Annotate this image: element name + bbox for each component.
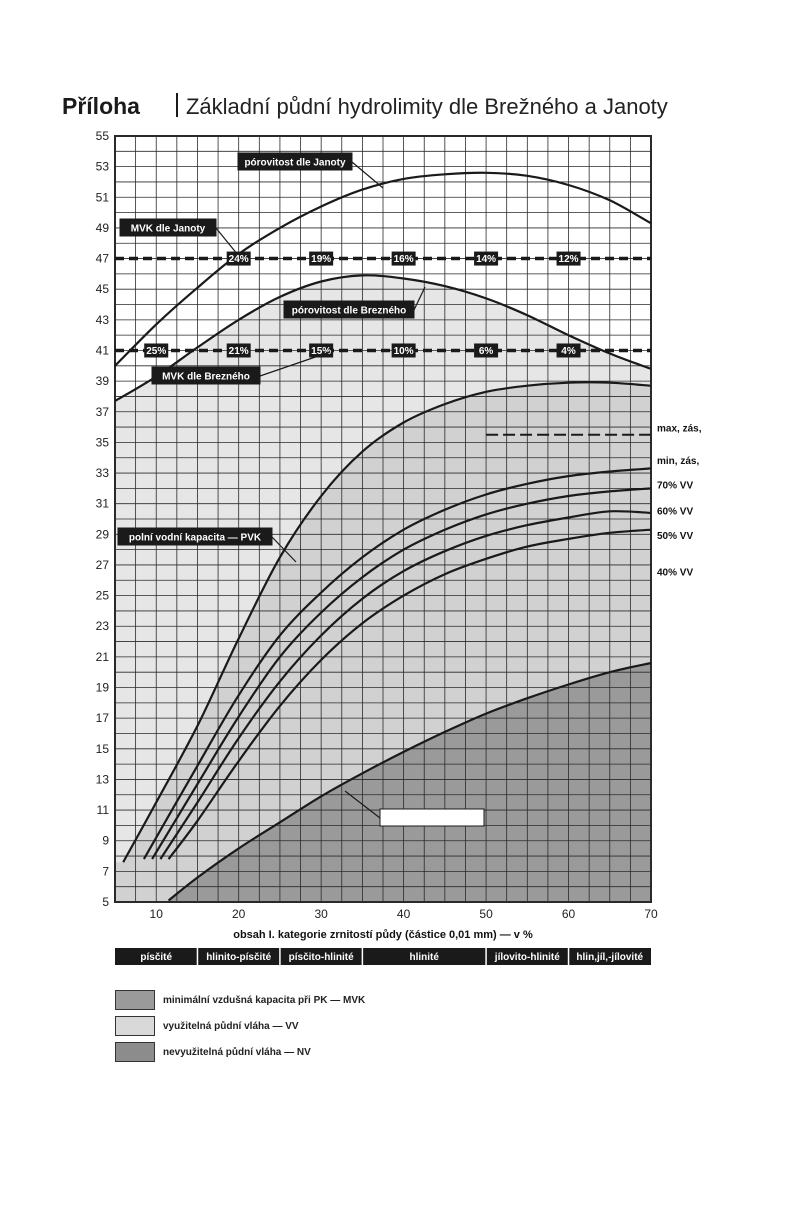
x-tick-label: 40	[396, 907, 411, 921]
legend-item	[115, 990, 365, 1010]
page-title: Základní půdní hydrolimity dle Brežného a Janoty	[185, 94, 668, 119]
y-tick-label: 23	[95, 619, 109, 634]
legend-swatch-vv	[115, 1016, 155, 1036]
y-tick-label: 27	[95, 557, 109, 572]
side-label: 40% VV	[657, 567, 694, 579]
y-tick-label: 29	[95, 527, 109, 542]
x-tick-label: 50	[479, 907, 493, 921]
x-tick-label: 60	[561, 907, 576, 921]
side-label: 60% VV	[657, 506, 694, 518]
y-tick-label: 9	[102, 833, 109, 848]
y-tick-label: 7	[102, 864, 109, 879]
x-tick-label: 20	[232, 907, 246, 921]
x-tick-label: 70	[644, 907, 658, 921]
callout-label: bod vadnutí — BV	[388, 813, 476, 825]
soil-category-label: hlinito-písčité	[206, 952, 272, 963]
soil-category-label: hlinité	[409, 952, 439, 963]
legend-label: minimální vzdušná kapacita při PK — MVK	[163, 994, 366, 1006]
y-tick-label: 39	[95, 374, 109, 389]
y-tick-label: 41	[95, 343, 109, 358]
mvk-marker-label: 19%	[311, 254, 332, 266]
legend	[115, 990, 365, 1068]
y-tick-label: 47	[95, 251, 109, 266]
legend-swatch-mvk	[115, 990, 155, 1010]
y-tick-label: 43	[95, 312, 109, 327]
mvk-marker-label: 12%	[558, 254, 579, 266]
legend-item	[115, 1042, 365, 1062]
y-tick-label: 49	[95, 220, 109, 235]
mvk-marker-label: 25%	[146, 345, 167, 357]
y-tick-label: 17	[95, 711, 109, 726]
side-label: 50% VV	[657, 530, 694, 542]
side-label: min, zás,	[657, 455, 700, 467]
y-tick-label: 31	[95, 496, 109, 511]
mvk-marker-label: 16%	[393, 254, 414, 266]
side-label: 70% VV	[657, 480, 694, 492]
y-tick-label: 25	[95, 588, 109, 603]
soil-category-bar	[115, 948, 651, 965]
mvk-marker-label: 21%	[228, 345, 249, 357]
soil-category-label: jílovito-hlinité	[494, 952, 560, 963]
callout-label: polní vodní kapacita — PVK	[128, 532, 262, 544]
y-tick-label: 5	[102, 895, 109, 909]
callout-label: MVK dle Janoty	[130, 223, 206, 235]
mvk-marker-label: 24%	[228, 254, 249, 266]
y-tick-label: 19	[95, 680, 109, 695]
legend-item	[115, 1016, 365, 1036]
side-label: max, zás,	[657, 423, 702, 435]
x-axis-label: obsah I. kategorie zrnitostí půdy (částice 0,01 mm) — v %	[233, 929, 533, 941]
soil-category-label: hlin,jíl,-jílovité	[576, 952, 644, 963]
y-tick-label: 53	[95, 159, 109, 174]
y-tick-label: 13	[95, 772, 109, 787]
y-tick-label: 35	[95, 435, 109, 450]
mvk-marker-label: 14%	[476, 254, 497, 266]
x-tick-label: 30	[314, 907, 328, 921]
mvk-marker-label: 4%	[561, 345, 576, 357]
legend-label: využitelná půdní vláha — VV	[163, 1020, 299, 1032]
y-tick-label: 37	[95, 404, 109, 419]
legend-swatch-nv	[115, 1042, 155, 1062]
y-tick-label: 15	[95, 741, 109, 756]
y-tick-label: 45	[95, 282, 109, 297]
callout-label: pórovitost dle Brezného	[291, 305, 407, 317]
y-tick-label: 11	[96, 803, 109, 818]
x-tick-label: 10	[149, 907, 163, 921]
soil-category-label: písčito-hlinité	[288, 952, 354, 963]
mvk-marker-label: 10%	[393, 345, 414, 357]
callout-label: pórovitost dle Janoty	[244, 157, 346, 169]
mvk-marker-label: 6%	[478, 345, 494, 357]
header-prefix: Příloha	[62, 93, 140, 119]
legend-label: nevyužitelná půdní vláha — NV	[163, 1046, 311, 1058]
y-tick-label: 33	[95, 466, 109, 481]
y-tick-label: 21	[95, 649, 109, 664]
soil-category-label: písčité	[140, 952, 173, 963]
y-tick-label: 55	[95, 129, 109, 143]
y-tick-label: 51	[95, 190, 109, 205]
mvk-marker-label: 15%	[311, 345, 332, 357]
callout-label: MVK dle Brezného	[162, 371, 250, 383]
